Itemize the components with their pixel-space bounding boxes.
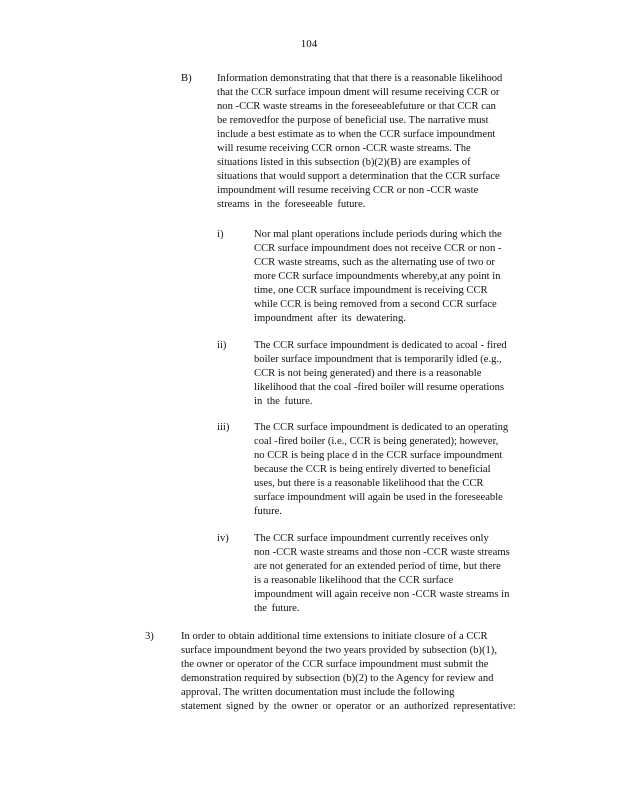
text-line: that the CCR surface impoun dment will resume receiving CCR or [217, 87, 500, 98]
text-line: coal -fired boiler (i.e., CCR is being generated); however, [254, 436, 499, 447]
text-line: is a reasonable likelihood that the CCR surface [254, 575, 454, 586]
text-line: time, one CCR surface impoundment is receiving CCR [254, 285, 488, 296]
paragraph-label: B) [181, 73, 192, 84]
text-line: The CCR surface impoundment currently receives only [254, 533, 489, 544]
text-line: impoundment will again receive non -CCR waste streams in [254, 589, 510, 600]
text-line: situations listed in this subsection (b)(2)(B) are examples of [217, 157, 471, 168]
text-line: are not generated for an extended period of time, but there [254, 561, 501, 572]
text-line: CCR is not being generated) and there is a reasonable [254, 368, 482, 379]
text-line: surface impoundment beyond the two years provided by subsection (b)(1), [181, 645, 497, 656]
text-line: In order to obtain additional time extensions to initiate closure of a CCR [181, 631, 488, 642]
subitem-text [254, 228, 534, 326]
text-line: non -CCR waste streams in the foreseeablefuture or that CCR can [217, 101, 496, 112]
text-line: impoundment after its dewatering. [254, 313, 406, 324]
subitem-label: ii) [217, 340, 227, 351]
paragraph-label: 3) [145, 631, 154, 642]
text-line: future. [254, 506, 282, 517]
text-line: while CCR is being removed from a second CCR surface [254, 299, 497, 310]
text-line: in the future. [254, 396, 313, 407]
subitem-label: i) [217, 229, 224, 240]
text-line: no CCR is being place d in the CCR surface impoundment [254, 450, 503, 461]
paragraph-text [217, 72, 535, 212]
text-line: statement signed by the owner or operator or an authorized representative: [181, 701, 516, 712]
text-line: CCR waste streams, such as the alternating use of two or [254, 257, 495, 268]
subitem-text [254, 532, 540, 616]
paragraph-text [181, 630, 535, 714]
page-number: 104 [300, 38, 318, 50]
text-line: the future. [254, 603, 300, 614]
text-line: surface impoundment will again be used in the foreseeable [254, 492, 503, 503]
text-line: will resume receiving CCR ornon -CCR waste streams. The [217, 143, 471, 154]
subitem-label: iii) [217, 422, 230, 433]
text-line: be removedfor the purpose of beneficial use. The narrative must [217, 115, 489, 126]
text-line: more CCR surface impoundments whereby,at any point in [254, 271, 501, 282]
text-line: uses, but there is a reasonable likelihood that the CCR [254, 478, 484, 489]
text-line: situations that would support a determination that the CCR surface [217, 171, 500, 182]
text-line: the owner or operator of the CCR surface impoundment must submit the [181, 659, 489, 670]
text-line: non -CCR waste streams and those non -CCR waste streams [254, 547, 510, 558]
text-line: Information demonstrating that that there is a reasonable likelihood [217, 73, 503, 84]
text-line: streams in the foreseeable future. [217, 199, 366, 210]
text-line: CCR surface impoundment does not receive CCR or non - [254, 243, 502, 254]
text-line: approval. The written documentation must include the following [181, 687, 455, 698]
text-line: Nor mal plant operations include periods during which the [254, 229, 502, 240]
subitem-text [254, 421, 534, 519]
text-line: boiler surface impoundment that is temporarily idled (e.g., [254, 354, 502, 365]
text-line: The CCR surface impoundment is dedicated to an operating [254, 422, 509, 433]
text-line: because the CCR is being entirely diverted to beneficial [254, 464, 491, 475]
text-line: include a best estimate as to when the CCR surface impoundment [217, 129, 496, 140]
subitem-label: iv) [217, 533, 229, 544]
text-line: The CCR surface impoundment is dedicated to acoal - fired [254, 340, 507, 351]
text-line: impoundment will resume receiving CCR or non -CCR waste [217, 185, 479, 196]
subitem-text [254, 339, 534, 409]
text-line: likelihood that the coal -fired boiler will resume operations [254, 382, 505, 393]
text-line: demonstration required by subsection (b)(2) to the Agency for review and [181, 673, 494, 684]
